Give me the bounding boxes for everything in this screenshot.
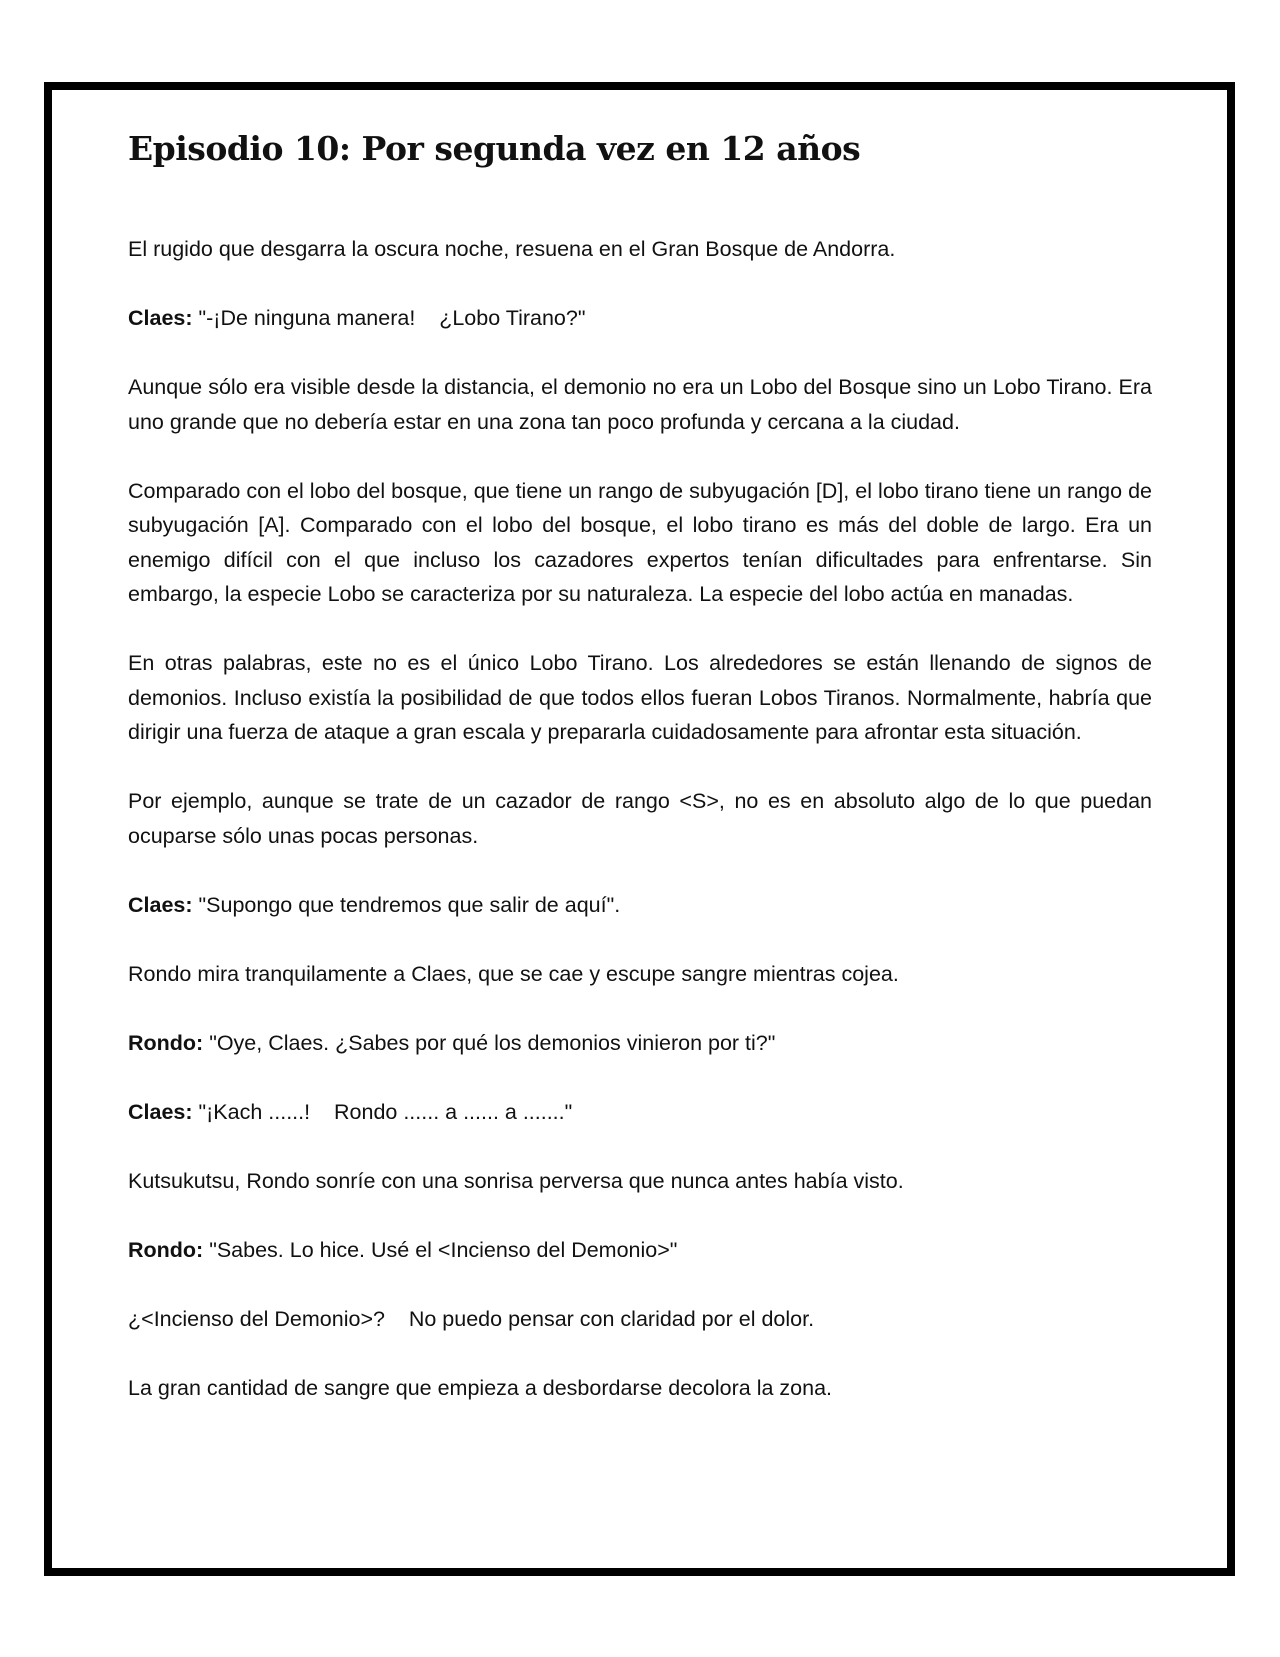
speaker-name: Rondo: bbox=[128, 1237, 204, 1262]
episode-title: Episodio 10: Por segunda vez en 12 años bbox=[128, 129, 861, 168]
dialogue-line bbox=[128, 888, 1152, 923]
dialogue-text: "-¡De ninguna manera! ¿Lobo Tirano?" bbox=[192, 306, 586, 330]
paragraph: Kutsukutsu, Rondo sonríe con una sonrisa perversa que nunca antes había visto. bbox=[128, 1168, 904, 1193]
dialogue-line bbox=[128, 301, 1152, 336]
paragraph: Rondo mira tranquilamente a Claes, que se cae y escupe sangre mientras cojea. bbox=[128, 961, 899, 986]
paragraph: Aunque sólo era visible desde la distancia, el demonio no era un Lobo del Bosque sino un Lobo Tirano. Era uno grande que no debería estar en una zona tan poco profunda y cercana a la ciudad. bbox=[128, 375, 1152, 434]
paragraph: La gran cantidad de sangre que empieza a desbordarse decolora la zona. bbox=[128, 1375, 833, 1400]
dialogue-line bbox=[128, 1026, 1152, 1061]
story-body bbox=[128, 232, 1152, 1440]
paragraph: ¿<Incienso del Demonio>? No puedo pensar con claridad por el dolor. bbox=[128, 1306, 815, 1331]
speaker-name: Rondo: bbox=[128, 1030, 204, 1055]
speaker-name: Claes: bbox=[128, 1099, 193, 1124]
paragraph: El rugido que desgarra la oscura noche, resuena en el Gran Bosque de Andorra. bbox=[128, 237, 896, 261]
paragraph: Por ejemplo, aunque se trate de un cazador de rango <S>, no es en absoluto algo de lo que puedan ocuparse sólo unas pocas personas. bbox=[128, 789, 1152, 848]
paragraph: En otras palabras, este no es el único Lobo Tirano. Los alrededores se están llenando de signos de demonios. Incluso existía la posibilidad de que todos ellos fueran Lobos Tiranos. Normalmente, habría que dirigir una fuerza de ataque a gran escala y prepararla cuidadosamente para afrontar esta situación. bbox=[128, 651, 1152, 744]
speaker-name: Claes: bbox=[128, 306, 193, 330]
speaker-name: Claes: bbox=[128, 892, 193, 917]
dialogue-line bbox=[128, 1233, 1152, 1268]
dialogue-text: "Sabes. Lo hice. Usé el <Incienso del Demonio>" bbox=[203, 1237, 678, 1262]
paragraph: Comparado con el lobo del bosque, que tiene un rango de subyugación [D], el lobo tirano tiene un rango de subyugación [A]. Comparado con el lobo del bosque, el lobo tirano es más del doble de largo. Era un enemigo difícil con el que incluso los cazadores expertos tenían dificultades para enfrentarse. Sin embargo, la especie Lobo se caracteriza por su naturaleza. La especie del lobo actúa en manadas. bbox=[128, 478, 1152, 606]
dialogue-text: "Supongo que tendremos que salir de aquí". bbox=[192, 892, 621, 917]
dialogue-text: "¡Kach ......! Rondo ...... a ...... a ......." bbox=[192, 1099, 573, 1124]
dialogue-text: "Oye, Claes. ¿Sabes por qué los demonios vinieron por ti?" bbox=[203, 1030, 776, 1055]
dialogue-line bbox=[128, 1095, 1152, 1130]
